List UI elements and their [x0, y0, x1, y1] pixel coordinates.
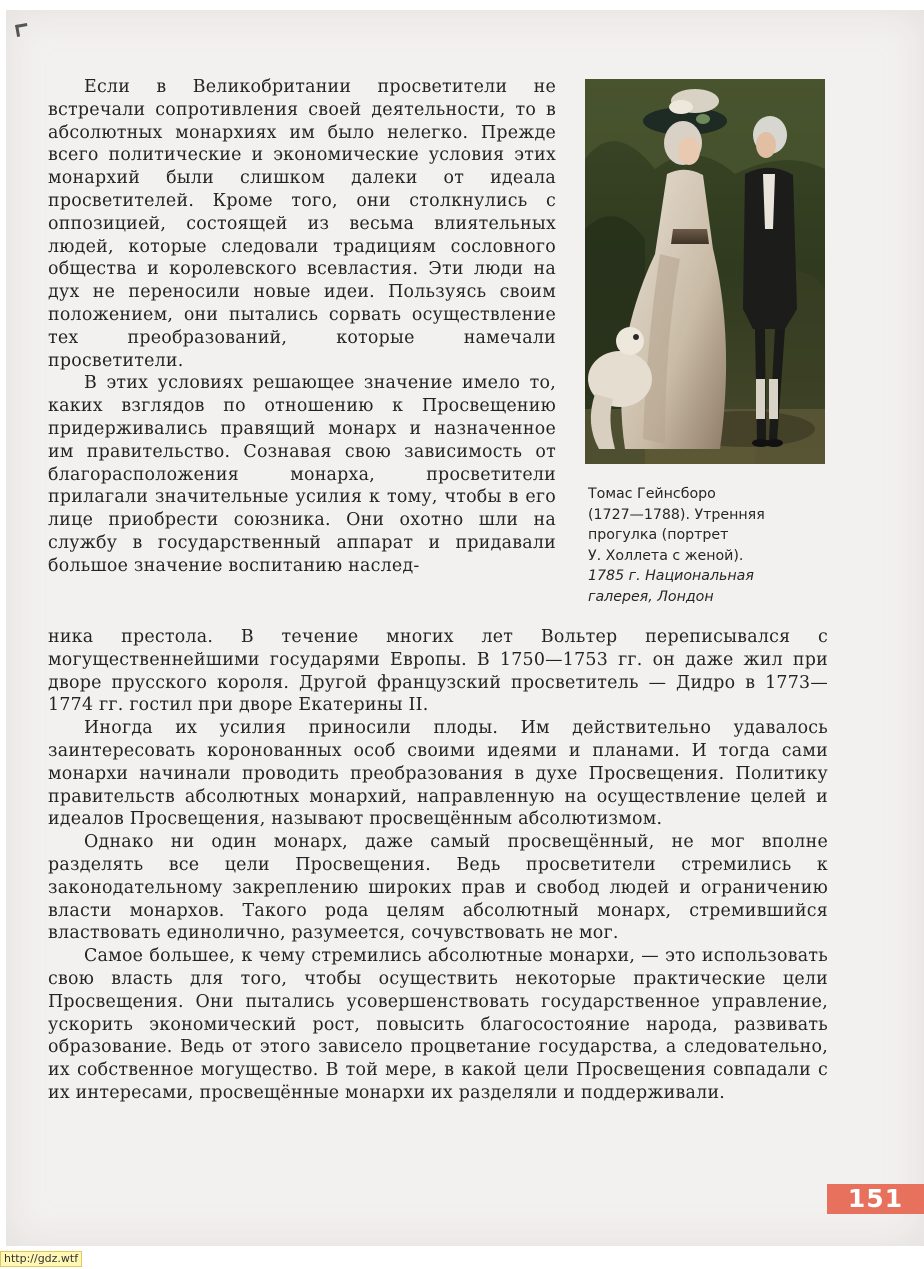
- paragraph: Однако ни один монарх, даже самый просвещённый, не мог вполне разделять все цели Просвещения. Ведь просветители стремились к законодательному закреплению широких прав и свобод людей и ограничению власти монархов. Такого рода целям абсолютный монарх, стремившийся властвовать единолично, разумеется, сочувствовать не мог.: [48, 832, 828, 944]
- painting-caption: [588, 484, 818, 608]
- watermark-link[interactable]: http://gdz.wtf: [0, 1251, 82, 1267]
- page-number: 151: [827, 1184, 924, 1214]
- paragraph: ника престола. В течение многих лет Вольтер переписывался с могущественнейшими государями Европы. В 1750—1753 гг. он даже жил при дворе прусского короля. Другой французский просветитель — Дидро в 1773—1774 гг. гостил при дворе Екатерины II.: [48, 627, 828, 716]
- caption-line: (1727—1788). Утренняя: [588, 506, 765, 523]
- corner-mark: [15, 23, 29, 37]
- paragraph: В этих условиях решающее значение имело то, каких взглядов по отношению к Просвещению придерживались правящий монарх и назначенное им правительство. Сознавая свою зависимость от благорасположения монарха, просветители прилагали значительные усилия к тому, чтобы в его лице приобрести союзника. Они охотно шли на службу в государственный аппарат и придавали большое значение воспитанию наслед-: [48, 373, 556, 576]
- painting-illustration: [585, 79, 825, 464]
- caption-line: 1785 г. Национальная: [588, 568, 754, 585]
- painting-image: [585, 79, 825, 464]
- caption-line: прогулка (портрет: [588, 527, 729, 544]
- caption-line: У. Холлета с женой).: [588, 547, 744, 564]
- paragraph: Иногда их усилия приносили плоды. Им действительно удавалось заинтересовать коронованных особ своими идеями и планами. И тогда сами монархи начинали проводить преобразования в духе Просвещения. Политику правительств абсолютных монархий, направленную на осуществление целей и идеалов Просвещения, называют просвещённым абсолютизмом.: [48, 718, 828, 830]
- caption-line: галерея, Лондон: [588, 588, 714, 605]
- text-column-narrow: [48, 76, 556, 578]
- paragraph: Если в Великобритании просветители не встречали сопротивления своей деятельности, то в абсолютных монархиях им было нелегко. Прежде всего политические и экономические условия этих монархий были слишком далеки от идеала просветителей. Кроме того, они столкнулись с оппозицией, состоящей из весьма влиятельных людей, которые следовали традициям сословного общества и королевского всевластия. Эти люди на дух не переносили новые идеи. Пользуясь своим положением, они пытались сорвать осуществление тех преобразований, которые намечали просветители.: [48, 77, 556, 371]
- caption-line: Томас Гейнсборо: [588, 486, 716, 502]
- paragraph: Самое большее, к чему стремились абсолютные монархи, — это использовать свою власть для того, чтобы осуществить некоторые практические цели Просвещения. Они пытались усовершенствовать государственное управление, ускорить экономический рост, повысить благосостояние народа, развивать образование. Ведь от этого зависело процветание государства, а следовательно, их собственное могущество. В той мере, в какой цели Просвещения совпадали с их интересами, просвещённые монархи их разделяли и поддерживали.: [48, 946, 828, 1103]
- text-column-wide: [48, 626, 828, 1105]
